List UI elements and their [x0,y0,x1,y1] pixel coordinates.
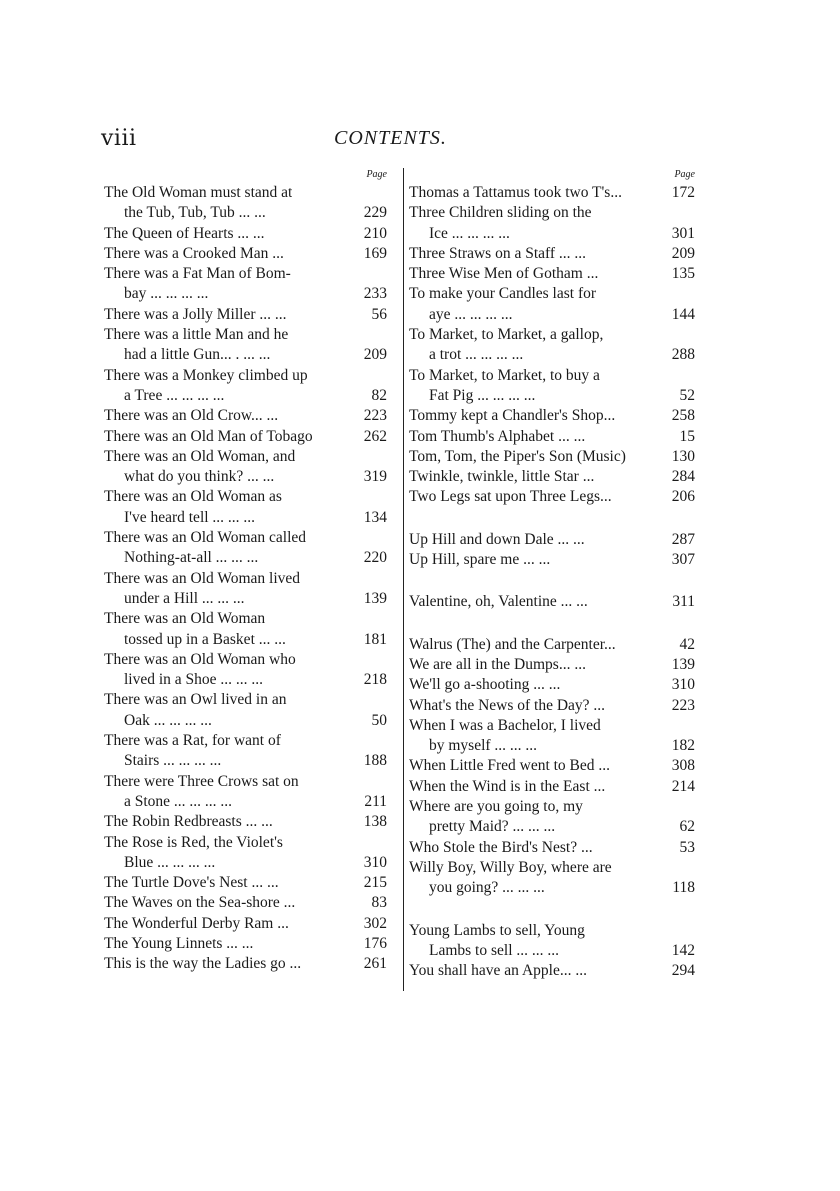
toc-entry-line [104,731,387,751]
toc-entry-title: a Stone ... ... ... ... [124,792,233,810]
toc-entry-title: Who Stole the Bird's Nest? ... [409,838,593,856]
toc-entry-line [104,325,387,345]
toc-entry-page: 169 [361,244,387,264]
toc-entry-title: There was an Old Woman, and [104,447,296,465]
toc-entry-title: There was an Old Woman [104,610,266,628]
toc-entry-page: 138 [361,812,387,832]
toc-entry-line [409,696,695,716]
toc-entry[interactable] [104,305,387,325]
toc-entry-line [409,305,695,325]
toc-entry[interactable] [409,284,695,325]
toc-entry-line [104,609,387,629]
toc-entry[interactable] [409,530,695,550]
toc-entry-line [409,777,695,797]
toc-entry[interactable] [104,406,387,426]
toc-entry-line [104,751,387,771]
column-divider [403,168,404,991]
toc-entry-line [104,203,387,223]
toc-entry-title: lived in a Shoe ... ... ... [124,671,264,689]
toc-entry-page: 308 [669,756,695,776]
toc-entry-page: 258 [669,406,695,426]
toc-entry-line [104,447,387,467]
toc-entry-line [104,812,387,832]
toc-entry[interactable] [104,244,387,264]
toc-entry-title: There was an Owl lived in an [104,691,287,709]
toc-entry-title: you going? ... ... ... [429,879,545,897]
toc-entry-page: 229 [361,203,387,223]
toc-entry-title: There was a Rat, for want of [104,732,281,750]
toc-entry-page: 307 [669,550,695,570]
toc-entry-line [409,736,695,756]
toc-entry-title: tossed up in a Basket ... ... [124,630,286,648]
toc-entry[interactable] [104,650,387,691]
toc-entry-line [104,528,387,548]
toc-entry-line [104,670,387,690]
toc-entry-title: When I was a Bachelor, I lived [409,716,601,734]
page-number: viii [101,126,137,151]
toc-entry-title: bay ... ... ... ... [124,285,209,303]
toc-entry[interactable] [104,812,387,832]
toc-entry-title: This is the way the Ladies go ... [104,955,302,973]
toc-entry-title: the Tub, Tub, Tub ... ... [124,204,266,222]
toc-entry[interactable] [409,325,695,366]
toc-entry-page: 50 [369,711,388,731]
toc-entry-line [409,635,695,655]
toc-entry[interactable] [409,467,695,487]
toc-entry-line [104,467,387,487]
toc-entry[interactable] [104,264,387,305]
toc-entry-title: There was an Old Crow... ... [104,407,279,425]
toc-entry-title: I've heard tell ... ... ... [124,508,256,526]
toc-entry[interactable] [409,203,695,244]
toc-entry-line [104,427,387,447]
toc-entry-line [104,548,387,568]
toc-entry[interactable] [409,366,695,407]
toc-entry-title: aye ... ... ... ... [429,305,513,323]
toc-entry-title: There was an Old Man of Tobago [104,427,313,445]
toc-entry-page: 294 [669,961,695,981]
toc-entry-title: Oak ... ... ... ... [124,711,212,729]
toc-entry[interactable] [104,366,387,407]
toc-entry-title: had a little Gun... . ... ... [124,346,271,364]
toc-entry-title: There were Three Crows sat on [104,772,299,790]
toc-entry[interactable] [409,635,695,655]
toc-entry-page: 42 [677,635,696,655]
toc-entry-page: 83 [369,893,388,913]
toc-entry-page: 233 [361,284,387,304]
toc-entry-page: 176 [361,934,387,954]
toc-entry-line [104,569,387,589]
toc-entry-page: 220 [361,548,387,568]
toc-entry-title: Nothing-at-all ... ... ... [124,549,259,567]
toc-entry-line [409,366,695,386]
toc-entry-page: 209 [361,345,387,365]
page-column-label: Page [674,169,695,180]
toc-entry-title: We'll go a-shooting ... ... [409,676,561,694]
toc-entry[interactable] [409,858,695,899]
toc-entry-line [409,878,695,898]
toc-entry-title: a Tree ... ... ... ... [124,386,225,404]
toc-entry-line [104,284,387,304]
toc-entry-page: 310 [361,853,387,873]
toc-entry[interactable] [409,427,695,447]
toc-entry-title: There was an Old Woman called [104,529,307,547]
toc-entry-title: The Young Linnets ... ... [104,934,254,952]
toc-entry-title: Twinkle, twinkle, little Star ... [409,468,595,486]
toc-entry-title: Tom, Tom, the Piper's Son (Music) [409,447,626,465]
toc-entry[interactable] [104,954,387,974]
toc-entry-page: 288 [669,345,695,365]
toc-entry-title: There was a Jolly Miller ... ... [104,305,287,323]
toc-entry-line [409,941,695,961]
toc-entry-line [104,833,387,853]
toc-entry[interactable] [409,406,695,426]
toc-entry-page: 223 [669,696,695,716]
toc-entry-line [104,386,387,406]
toc-entry-title: what do you think? ... ... [124,468,275,486]
toc-entry-line [409,183,695,203]
toc-entry[interactable] [409,921,695,962]
toc-entry-title: Three Wise Men of Gotham ... [409,265,599,283]
toc-entry[interactable] [409,592,695,612]
toc-entry-title: There was a Monkey climbed up [104,366,308,384]
toc-entry-line [409,961,695,981]
toc-entry-line [409,797,695,817]
toc-entry-line [409,467,695,487]
toc-entry-page: 214 [669,777,695,797]
toc-entry-line [104,589,387,609]
toc-entry-line [409,817,695,837]
toc-entry-page: 319 [361,467,387,487]
toc-entry-line [409,756,695,776]
toc-entry-title: The Waves on the Sea-shore ... [104,894,296,912]
toc-entry-line [409,406,695,426]
toc-entry-line [409,427,695,447]
toc-entry-line [409,224,695,244]
toc-entry-page: 211 [361,792,387,812]
toc-entry[interactable] [104,569,387,610]
toc-entry-page: 53 [677,838,696,858]
toc-entry-title: To make your Candles last for [409,285,597,303]
toc-entry-title: The Wonderful Derby Ram ... [104,914,289,932]
toc-entry-page: 172 [669,183,695,203]
toc-entry-title: What's the News of the Day? ... [409,696,606,714]
letter-group-gap [409,613,695,635]
toc-entry-title: The Rose is Red, the Violet's [104,833,283,851]
toc-entry[interactable] [104,609,387,650]
toc-entry-page: 134 [361,508,387,528]
toc-entry-line [104,224,387,244]
toc-entry-title: Three Straws on a Staff ... ... [409,244,587,262]
toc-entry-title: There was an Old Woman as [104,488,282,506]
toc-entry-page: 209 [669,244,695,264]
toc-entry-line [409,203,695,223]
toc-entry-title: Ice ... ... ... ... [429,224,510,242]
toc-entry-title: by myself ... ... ... [429,737,538,755]
toc-entry-line [409,487,695,507]
toc-entry-line [104,711,387,731]
toc-entry-line [104,366,387,386]
toc-entry[interactable] [104,731,387,772]
toc-entry[interactable] [104,528,387,569]
toc-entry-line [104,487,387,507]
letter-group-gap [409,899,695,921]
contents-right-column [409,167,695,981]
toc-entry-title: Lambs to sell ... ... ... [429,941,560,959]
toc-entry[interactable] [409,655,695,675]
toc-entry-line [409,838,695,858]
toc-entry[interactable] [104,690,387,731]
toc-entry-title: pretty Maid? ... ... ... [429,818,556,836]
toc-entry-page: 82 [369,386,388,406]
toc-entry-title: Young Lambs to sell, Young [409,921,585,939]
toc-entry-title: Tommy kept a Chandler's Shop... [409,407,616,425]
toc-entry-page: 206 [669,487,695,507]
toc-entry-title: We are all in the Dumps... ... [409,655,586,673]
toc-entry-title: There was a Fat Man of Bom- [104,265,291,283]
toc-entry-title: Where are you going to, my [409,798,583,816]
page-column-label: Page [366,169,387,180]
toc-entry-line [104,650,387,670]
toc-entry-title: When the Wind is in the East ... [409,777,606,795]
toc-entry[interactable] [104,427,387,447]
toc-entry-line [409,550,695,570]
toc-entry-line [104,954,387,974]
toc-entry-page: 182 [669,736,695,756]
toc-entry-line [409,447,695,467]
toc-entry-title: When Little Fred went to Bed ... [409,757,611,775]
toc-entry-line [409,345,695,365]
toc-entry-page: 52 [677,386,696,406]
toc-entry-title: Walrus (The) and the Carpenter... [409,635,616,653]
toc-entry-page: 223 [361,406,387,426]
toc-entry-title: There was an Old Woman lived [104,569,301,587]
toc-entry-page: 139 [361,589,387,609]
toc-entry-line [104,345,387,365]
toc-entry-line [104,792,387,812]
toc-entry-title: There was an Old Woman who [104,650,296,668]
toc-entry-title: Blue ... ... ... ... [124,853,216,871]
contents-left-column [104,167,387,975]
toc-entry-line [104,183,387,203]
toc-entry-line [104,406,387,426]
toc-entry-page: 262 [361,427,387,447]
toc-entry-line [409,675,695,695]
toc-entry-line [104,853,387,873]
toc-entry[interactable] [409,838,695,858]
toc-entry[interactable] [409,961,695,981]
toc-entry-page: 310 [669,675,695,695]
toc-entry[interactable] [409,244,695,264]
toc-entry[interactable] [104,833,387,874]
toc-entry-line [104,893,387,913]
toc-entry[interactable] [409,716,695,757]
toc-entry[interactable] [104,224,387,244]
toc-entry-line [409,264,695,284]
toc-entry[interactable] [104,325,387,366]
toc-entry-line [104,873,387,893]
toc-entry-title: Stairs ... ... ... ... [124,752,222,770]
toc-entry[interactable] [409,797,695,838]
toc-entry[interactable] [409,550,695,570]
toc-entry-page: 302 [361,914,387,934]
toc-entry[interactable] [104,183,387,224]
toc-entry-page: 188 [361,751,387,771]
toc-entry-page: 181 [361,630,387,650]
toc-entry-page: 144 [669,305,695,325]
toc-entry-page: 118 [669,878,695,898]
toc-entry-title: Three Children sliding on the [409,204,592,222]
toc-entry-page: 311 [669,592,695,612]
toc-entry-line [409,244,695,264]
toc-entry-title: under a Hill ... ... ... [124,589,245,607]
toc-entry-page: 218 [361,670,387,690]
toc-entry-title: Up Hill and down Dale ... ... [409,530,585,548]
toc-entry-line [409,284,695,304]
toc-entry-line [409,592,695,612]
toc-entry-title: You shall have an Apple... ... [409,962,587,980]
toc-entry-title: Valentine, oh, Valentine ... ... [409,593,588,611]
toc-entry[interactable] [409,756,695,776]
toc-entry-page: 142 [669,941,695,961]
toc-entry[interactable] [104,893,387,913]
toc-entry-title: To Market, to Market, a gallop, [409,326,604,344]
toc-entry-title: Up Hill, spare me ... ... [409,551,551,569]
letter-group-gap [409,508,695,530]
toc-entry-page: 130 [669,447,695,467]
toc-entry-page: 56 [369,305,388,325]
toc-entry-title: Willy Boy, Willy Boy, where are [409,858,612,876]
toc-entry[interactable] [409,696,695,716]
toc-entry-page: 284 [669,467,695,487]
toc-entry-line [104,244,387,264]
toc-entry[interactable] [409,183,695,203]
toc-entry-title: The Turtle Dove's Nest ... ... [104,874,279,892]
toc-entry-page: 261 [361,954,387,974]
toc-entry-line [104,264,387,284]
toc-entry-page: 62 [677,817,696,837]
toc-entry-page: 15 [677,427,696,447]
toc-entry-title: The Robin Redbreasts ... ... [104,813,273,831]
toc-entry-page: 139 [669,655,695,675]
toc-entry-title: Tom Thumb's Alphabet ... ... [409,427,586,445]
toc-entry-line [104,690,387,710]
toc-entry-title: a trot ... ... ... ... [429,346,524,364]
toc-entry-title: To Market, to Market, to buy a [409,366,600,384]
toc-entry-title: There was a little Man and he [104,326,289,344]
toc-entry-line [104,772,387,792]
toc-entry-line [409,325,695,345]
toc-entry-line [409,858,695,878]
toc-entry-line [104,914,387,934]
toc-entry[interactable] [409,447,695,467]
toc-entry-title: The Old Woman must stand at [104,184,293,201]
toc-entry-line [104,630,387,650]
letter-group-gap [409,570,695,592]
toc-entry[interactable] [409,777,695,797]
toc-entry-line [409,655,695,675]
toc-entry-page: 210 [361,224,387,244]
toc-entry-line [409,716,695,736]
toc-entry-page: 135 [669,264,695,284]
toc-entry[interactable] [409,264,695,284]
toc-entry-title: There was a Crooked Man ... [104,244,284,262]
toc-entry[interactable] [104,772,387,813]
toc-entry-title: Fat Pig ... ... ... ... [429,386,536,404]
toc-entry-line [104,934,387,954]
toc-entry-line [104,305,387,325]
running-head: CONTENTS. [334,127,447,149]
toc-entry-line [409,386,695,406]
toc-entry-line [409,530,695,550]
toc-entry[interactable] [104,447,387,488]
toc-entry-line [104,508,387,528]
toc-entry-title: Two Legs sat upon Three Legs... [409,488,612,506]
toc-entry[interactable] [409,675,695,695]
toc-entry[interactable] [104,873,387,893]
toc-entry[interactable] [104,914,387,934]
toc-entry-line [409,921,695,941]
toc-entry[interactable] [104,487,387,528]
toc-entry-title: Thomas a Tattamus took two T's... [409,184,622,201]
toc-entry-title: The Queen of Hearts ... ... [104,224,265,242]
toc-entry[interactable] [409,487,695,507]
toc-entry[interactable] [104,934,387,954]
toc-entry-page: 287 [669,530,695,550]
toc-entry-page: 301 [669,224,695,244]
toc-entry-page: 215 [361,873,387,893]
